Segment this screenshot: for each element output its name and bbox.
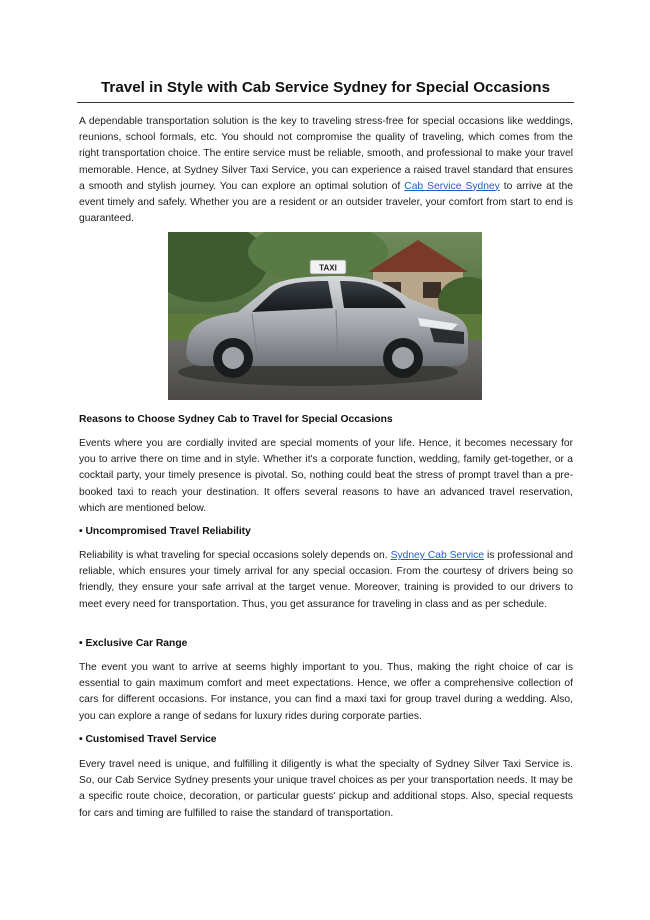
taxi-roof-sign: TAXI — [319, 263, 337, 273]
sydney-cab-service-link[interactable]: Sydney Cab Service — [390, 550, 485, 561]
point-heading-customised: • Customised Travel Service — [79, 734, 217, 745]
page-title: Travel in Style with Cab Service Sydney for Special Occasions — [100, 79, 551, 96]
intro-text-end: to arrive at the event timely and safely. Whether you are a resident or an outsider traveler, your comfort from start to end is guaranteed. — [79, 180, 573, 225]
reliability-text-start: Reliability is what traveling for special occasions solely depends on. — [79, 550, 391, 561]
point-heading-car-range: • Exclusive Car Range — [79, 638, 188, 649]
taxi-car-photo — [168, 232, 482, 400]
point-heading-reliability: • Uncompromised Travel Reliability — [79, 526, 251, 537]
section-paragraph: Events where you are cordially invited are special moments of your life. Hence, it becomes necessary for you to arrive there on time and in style. Whether it's a corporate function, wedding, family get-together, or a cocktail party, your timely presence is pivotal. So, nothing could beat the stress of prompt travel than a pre-booked taxi to reach your destination. It offers several reasons to have an advanced travel reservation, which are mentioned below. — [79, 438, 573, 514]
reliability-text-end: is professional and reliable, which ensures your timely arrival for any special occasion. From the courtesy of drivers being so friendly, they ensure your safe arrival at the target venue. Moreover, training is provided to our drivers to meet every need for transportation. Thus, you get assurance for traveling in class and as per schedule. — [79, 550, 573, 610]
point-paragraph-customised: Every travel need is unique, and fulfilling it diligently is what the specialty of Sydney Silver Taxi Service is. So, our Cab Service Sydney presents your unique travel choices as per your transportation needs. It may be a specific route choice, decoration, or particular guests' pickup and additional stops. Also, special requests for cars and timing are fulfilled to raise the standard of transportation. — [79, 759, 573, 819]
intro-paragraph — [79, 114, 573, 227]
section-heading: Reasons to Choose Sydney Cab to Travel for Special Occasions — [79, 414, 393, 425]
cab-service-sydney-link[interactable]: Cab Service Sydney — [404, 180, 500, 192]
point-paragraph-car-range: The event you want to arrive at seems highly important to you. Thus, making the right choice of car is essential to gain maximum comfort and meet expectations. Hence, we offer a comprehensive collection of cars for different occasions. For instance, you can find a maxi taxi for group travel during a wedding. Also, you can explore a range of sedans for luxury rides during corporate parties. — [79, 662, 573, 722]
title-underline — [77, 102, 574, 103]
point-paragraph-reliability — [79, 548, 573, 613]
intro-text-start: A dependable transportation solution is the key to traveling stress-free for special occasions like weddings, reunions, school formals, etc. You should not compromise the quality of traveling, which comes from the right transportation choice. The entire service must be reliable, smooth, and professional to make your travel memorable. Hence, at Sydney Silver Taxi Service, you can experience a raised travel standard that ensures a smooth and stylish journey. You can explore an optimal solution of — [79, 116, 573, 192]
